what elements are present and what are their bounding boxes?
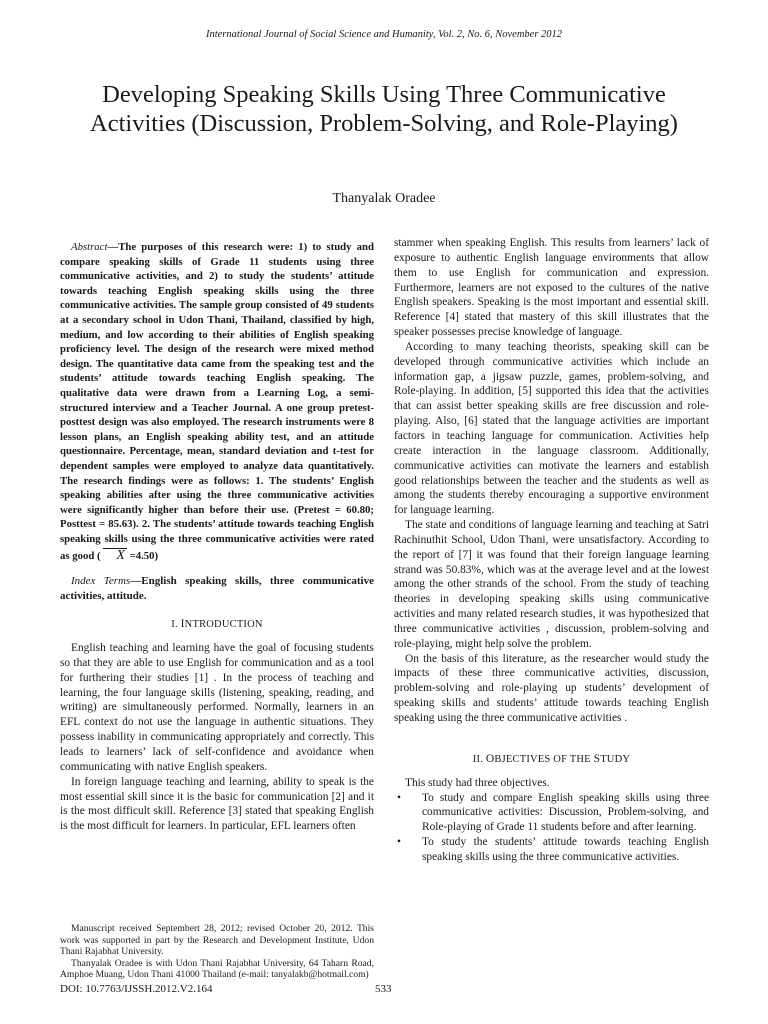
author-name: Thanyalak Oradee <box>332 191 436 206</box>
index-terms <box>60 574 374 603</box>
objectives-intro: This study had three objectives. <box>405 776 550 789</box>
paragraph: stammer when speaking English. This results from learners’ lack of exposure to authentic English language environments that allow them to use English for communication and expression. Furthermore, learners are not exposed to the cultures of the native English speakers. Speaking is the most important and essential skill. Reference [4] stated that mastery of this skill illustrates that the speaker possesses precise knowledge of language. <box>394 237 709 339</box>
list-item <box>394 791 709 836</box>
section-initial: O <box>485 752 495 765</box>
abstract-body: The purposes of this research were: 1) to study and compare speaking skills of Grade 11 students using three communicative activities, and 2) to study the students’ attitude towards teaching English speaking skills using the three communicative activities. The sample group consisted of 49 students at a secondary school in Udon Thani, Thailand, classified by high, medium, and low according to their abilities of English speaking proficiency level. The design of the research were mixed method design. The quantitative data came from the speaking test and the students’ attitude towards teaching English speaking. The qualitative data were drawn from a Learning Log, a semi-structured interview and a Teacher Journal. A one group pretest-posttest design was also employed. The research instruments were 8 lesson plans, an English speaking ability test, and an attitude questionnaire. Percentage, mean, standard deviation and t-test for dependent samples were employed to analyze data quantitatively. The research findings were as follows: 1. The students’ English speaking abilities after using the three communicative activities were significantly higher than before their use. (Pretest = 60.80; Posttest = 85.63). 2. The students’ attitude towards teaching English speaking skills using the three communicative activities were rated as good ( <box>60 241 374 563</box>
paragraph: According to many teaching theorists, speaking skill can be developed through communicative activities which include an information gap, a jigsaw puzzle, games, problem-solving, and Role-playing. In addition, [5] supported this idea that the activities that can assist better speaking skills are free discussion and role-playing. Also, [6] stated that the language activities are important factors in teaching language for communication. Activities help create interaction in the language classroom. Additionally, communicative activities can motivate the learners and establish good relationships between the teacher and the students as well as among the students thereby encouraging a supportive environment for language learning. <box>394 340 709 517</box>
bullet-icon: • <box>397 791 401 804</box>
mean-value: =4.50) <box>129 550 159 563</box>
section-rest: TUDY <box>600 753 631 765</box>
section-rest: BJECTIVES OF THE <box>494 753 594 765</box>
abstract-dash: — <box>107 241 119 253</box>
index-terms-body: English speaking skills, three communicative activities, attitude. <box>60 575 374 602</box>
bullet-icon: • <box>397 836 401 849</box>
paper-title: Developing Speaking Skills Using Three Communicative Activities (Discussion, Problem-Solving, and Role-Playing) <box>90 81 678 137</box>
list-item-text: To study the students’ attitude towards teaching English speaking skills using the three communicative activities. <box>422 836 709 863</box>
section-initial: S <box>593 752 601 765</box>
section-rest: NTRODUCTION <box>184 619 263 631</box>
section-heading-objectives <box>394 752 709 768</box>
section-numeral: I. <box>171 619 178 631</box>
paragraph: In foreign language teaching and learning, ability to speak is the most essential skill since it is the basic for communication [2] and it is the most difficult skill. Reference [3] stated that speaking English is the most difficult for learners. In particular, EFL learners often <box>60 775 374 833</box>
list-item <box>394 835 709 865</box>
paragraph: English teaching and learning have the goal of focusing students so that they are able to use English for communication and as a tool for furthering their studies [1] . In the process of teaching and learning, the four language skills (listening, speaking, reading, and writing) are simultaneously performed. Normally, learners in an EFL context do not use the language in authentic situations. They possess inability in communicating appropriately and correctly. This leads to learners’ lack of self-confidence and avoidance when communicating with native English speakers. <box>60 642 374 773</box>
abstract-label: Abstract <box>71 241 108 253</box>
footnote-author: Thanyalak Oradee is with Udon Thani Rajabhat University, 64 Taharn Road, Amphoe Muang, Udon Thani 41000 Thailand (e-mail: tanyalakb@hotmail.com) <box>60 957 374 980</box>
index-terms-dash: — <box>130 575 142 588</box>
footnote-manuscript: Manuscript received Septembert 28, 2012; revised October 20, 2012. This work was supported in part by the Research and Development Institute, Udon Thani Rajabhat University. <box>60 923 374 957</box>
section-heading-introduction <box>60 617 374 633</box>
paragraph: The state and conditions of language learning and teaching at Satri Rachinuthit School, Udon Thani, were unsatisfactory. According to the report of [7] it was found that their foreign language learning strand was 50.83%, which was at the average level and at the lowest among the other strands of the school. From the study of teaching theories in developing speaking skills using communicative activities and many related research studies, it was hypothesized that three communicative activities , discussion, problem-solving and role-playing, might help solve the problem. <box>394 519 709 650</box>
index-terms-label: Index Terms <box>71 575 131 588</box>
left-column <box>60 240 374 834</box>
abstract <box>60 240 374 564</box>
paragraph: On the basis of this literature, as the researcher would study the impacts of these three communicative activities, discussion, problem-solving and role-playing up students’ development of speaking skills and students’ attitude towards teaching English speaking using the three communicative activities . <box>394 652 709 724</box>
objectives-list <box>394 791 709 865</box>
section-numeral: II. <box>472 753 484 765</box>
doi: DOI: 10.7763/IJSSH.2012.V2.164 <box>60 983 213 995</box>
list-item-text: To study and compare English speaking skills using three communicative activities: Discussion, Problem-solving, and Role-playing of Grade 11 students before and after learning. <box>422 791 709 834</box>
mean-symbol: X <box>103 548 127 562</box>
section-initial: I <box>180 618 185 631</box>
footnote <box>60 923 374 981</box>
page-number: 533 <box>375 983 392 995</box>
right-column <box>394 236 709 865</box>
running-head: International Journal of Social Science and Humanity, Vol. 2, No. 6, November 2012 <box>205 29 563 40</box>
